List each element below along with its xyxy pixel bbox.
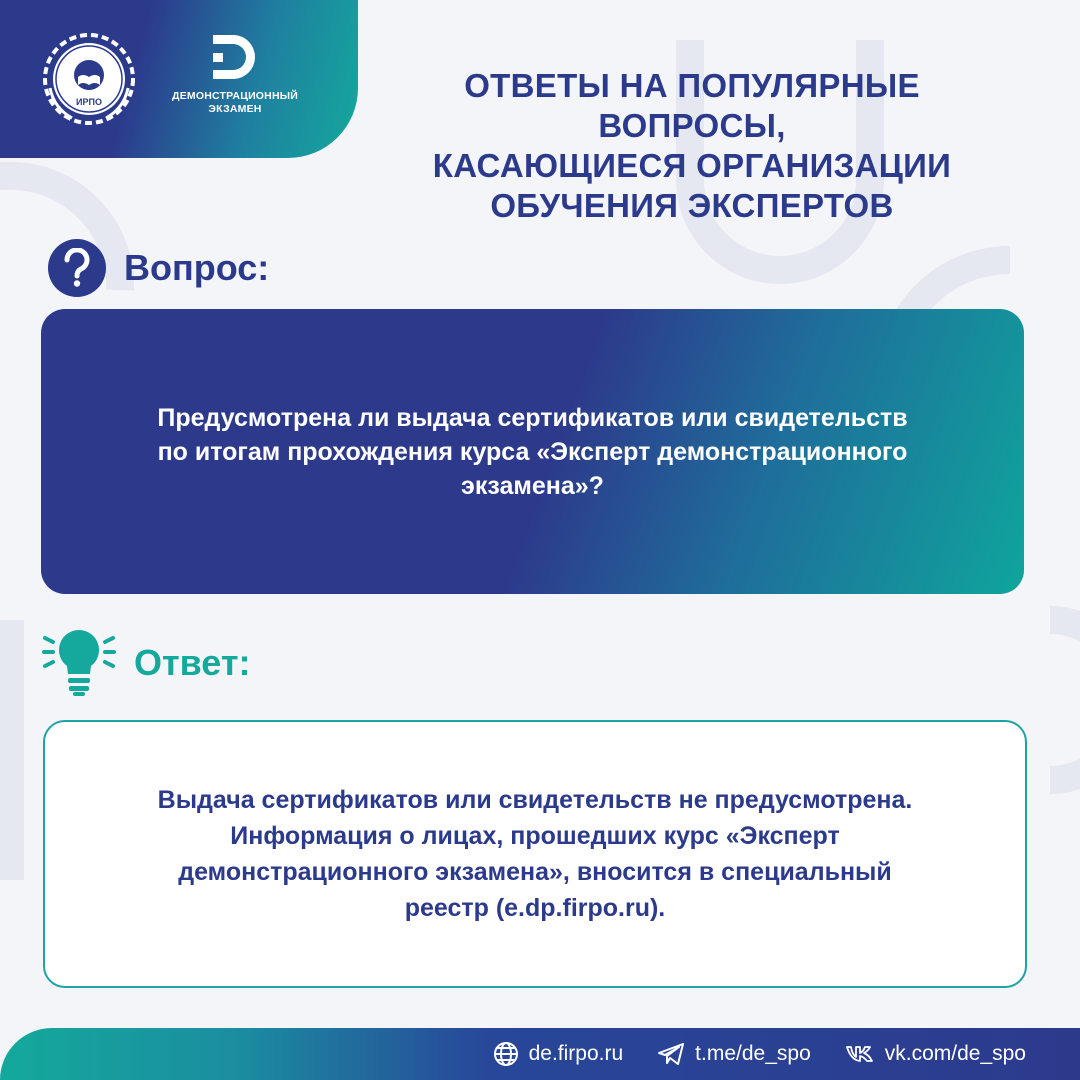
footer-link-telegram[interactable] bbox=[657, 1042, 811, 1066]
question-line-1: Предусмотрена ли выдача сертификатов или свидетельств bbox=[157, 403, 908, 432]
answer-line-2: Информация о лицах, прошедших курс «Эксперт bbox=[230, 822, 840, 850]
vk-link-text[interactable]: vk.com/de_spo bbox=[884, 1042, 1026, 1065]
irpo-logo-text: ИРПО bbox=[76, 97, 102, 107]
logo-panel bbox=[0, 0, 358, 158]
answer-text bbox=[158, 782, 913, 926]
title-line-1: ОТВЕТЫ НА ПОПУЛЯРНЫЕ ВОПРОСЫ, bbox=[464, 67, 920, 144]
answer-line-1: Выдача сертификатов или свидетельств не предусмотрена. bbox=[157, 786, 913, 814]
question-mark-icon bbox=[48, 239, 106, 297]
answer-label: Ответ: bbox=[134, 642, 251, 683]
irpo-emblem-icon bbox=[40, 30, 138, 128]
question-card bbox=[41, 309, 1024, 594]
telegram-link-text[interactable]: t.me/de_spo bbox=[695, 1042, 811, 1065]
page-title bbox=[372, 66, 1012, 226]
vk-icon bbox=[845, 1044, 875, 1064]
globe-icon bbox=[493, 1041, 519, 1067]
de-logo-icon bbox=[211, 32, 259, 82]
de-logo-text bbox=[160, 90, 310, 116]
de-logo-line1: ДЕМОНСТРАЦИОННЫЙ bbox=[172, 90, 298, 102]
title-line-3: ОБУЧЕНИЯ ЭКСПЕРТОВ bbox=[490, 187, 894, 224]
footer-links bbox=[493, 1028, 1026, 1080]
de-logo-line2: ЭКЗАМЕН bbox=[208, 103, 262, 115]
de-logo bbox=[160, 32, 310, 116]
footer-link-vk[interactable] bbox=[845, 1042, 1026, 1066]
question-label: Вопрос: bbox=[124, 247, 270, 288]
question-heading bbox=[48, 237, 269, 299]
answer-card bbox=[43, 720, 1027, 988]
answer-heading bbox=[42, 628, 250, 698]
question-line-3: экзамена»? bbox=[461, 471, 604, 500]
answer-line-4: реестр (e.dp.firpo.ru). bbox=[404, 894, 666, 922]
question-line-2: по итогам прохождения курса «Эксперт демонстрационного bbox=[157, 437, 908, 466]
answer-line-3: демонстрационного экзамена», вносится в специальный bbox=[178, 858, 892, 886]
title-line-2: КАСАЮЩИЕСЯ ОРГАНИЗАЦИИ bbox=[432, 147, 952, 184]
question-text bbox=[157, 401, 907, 503]
lightbulb-icon bbox=[42, 628, 116, 698]
footer-link-website[interactable] bbox=[493, 1041, 624, 1067]
telegram-icon bbox=[657, 1042, 685, 1066]
website-link-text[interactable]: de.firpo.ru bbox=[528, 1042, 624, 1065]
footer-bar bbox=[0, 1028, 1080, 1080]
